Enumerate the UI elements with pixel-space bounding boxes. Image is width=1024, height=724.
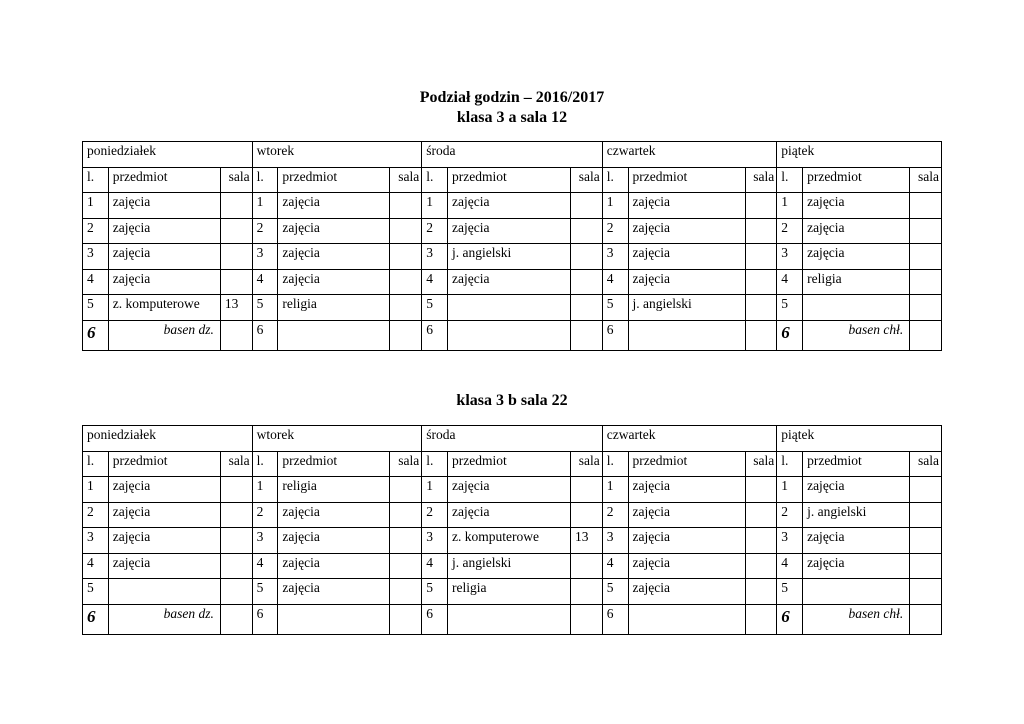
lesson-number: 3 xyxy=(777,244,803,270)
room-cell xyxy=(910,604,942,634)
lesson-number: 6 xyxy=(777,320,803,350)
lesson-number: 3 xyxy=(422,244,448,270)
room-column-header: sala xyxy=(220,167,252,193)
lesson-number: 5 xyxy=(602,295,628,321)
subject-cell xyxy=(628,604,745,634)
subject-cell: zajęcia xyxy=(803,244,910,270)
day-header: poniedziałek xyxy=(83,142,253,168)
room-cell xyxy=(571,218,603,244)
subject-column-header: przedmiot xyxy=(803,167,910,193)
lesson-number: 4 xyxy=(602,553,628,579)
lesson-row xyxy=(83,295,942,321)
room-cell xyxy=(745,218,777,244)
lesson-number: 5 xyxy=(252,579,278,605)
lesson-number: 2 xyxy=(252,502,278,528)
lesson-number: 5 xyxy=(777,295,803,321)
subject-cell: zajęcia xyxy=(448,477,571,503)
lesson-row xyxy=(83,244,942,270)
lesson-row xyxy=(83,193,942,219)
room-cell xyxy=(910,218,942,244)
lesson-number: 6 xyxy=(422,604,448,634)
subject-cell: zajęcia xyxy=(628,193,745,219)
room-column-header: sala xyxy=(910,167,942,193)
lesson-number: 3 xyxy=(422,528,448,554)
lesson-column-header: l. xyxy=(422,167,448,193)
lesson-row xyxy=(83,320,942,350)
day-header: czwartek xyxy=(602,426,777,452)
lesson-row xyxy=(83,604,942,634)
subject-cell: zajęcia xyxy=(108,218,220,244)
room-cell xyxy=(571,244,603,270)
lesson-number: 4 xyxy=(422,269,448,295)
lesson-number: 5 xyxy=(777,579,803,605)
subject-cell: zajęcia xyxy=(108,502,220,528)
lesson-number: 2 xyxy=(777,218,803,244)
day-header: poniedziałek xyxy=(83,426,253,452)
subject-cell: zajęcia xyxy=(628,502,745,528)
room-column-header: sala xyxy=(390,167,422,193)
room-cell xyxy=(745,244,777,270)
lesson-row xyxy=(83,218,942,244)
subject-cell: zajęcia xyxy=(803,218,910,244)
lesson-number: 6 xyxy=(252,320,278,350)
timetable-class-3a xyxy=(82,141,942,351)
lesson-column-header: l. xyxy=(777,451,803,477)
subject-cell: j. angielski xyxy=(803,502,910,528)
lesson-number: 1 xyxy=(83,193,109,219)
subject-cell: religia xyxy=(278,295,390,321)
subject-cell: zajęcia xyxy=(278,579,390,605)
day-header: środa xyxy=(422,426,603,452)
room-cell xyxy=(745,269,777,295)
lesson-number: 2 xyxy=(83,502,109,528)
room-cell xyxy=(571,193,603,219)
timetable-class-3b xyxy=(82,425,942,635)
subject-cell: basen chł. xyxy=(803,320,910,350)
day-header: wtorek xyxy=(252,142,422,168)
room-cell xyxy=(390,579,422,605)
subject-cell: zajęcia xyxy=(803,528,910,554)
lesson-number: 6 xyxy=(83,320,109,350)
room-cell xyxy=(390,604,422,634)
lesson-number: 4 xyxy=(252,269,278,295)
lesson-number: 5 xyxy=(252,295,278,321)
column-header-row xyxy=(83,167,942,193)
room-cell xyxy=(220,477,252,503)
subject-cell: zajęcia xyxy=(108,477,220,503)
lesson-number: 1 xyxy=(602,477,628,503)
lesson-column-header: l. xyxy=(83,451,109,477)
subject-cell: basen dz. xyxy=(108,604,220,634)
lesson-number: 2 xyxy=(602,218,628,244)
day-header-row xyxy=(83,142,942,168)
room-cell xyxy=(390,502,422,528)
room-cell xyxy=(745,193,777,219)
lesson-row xyxy=(83,269,942,295)
lesson-number: 2 xyxy=(602,502,628,528)
subject-cell: zajęcia xyxy=(628,477,745,503)
subject-cell: zajęcia xyxy=(628,244,745,270)
room-cell xyxy=(571,477,603,503)
room-cell xyxy=(390,477,422,503)
room-cell xyxy=(745,604,777,634)
lesson-number: 5 xyxy=(83,579,109,605)
lesson-number: 5 xyxy=(422,579,448,605)
subject-cell: zajęcia xyxy=(108,553,220,579)
lesson-number: 5 xyxy=(602,579,628,605)
subject-cell: zajęcia xyxy=(278,244,390,270)
room-column-header: sala xyxy=(571,451,603,477)
day-header: piątek xyxy=(777,142,942,168)
subject-cell: j. angielski xyxy=(628,295,745,321)
lesson-number: 4 xyxy=(777,269,803,295)
subject-cell: zajęcia xyxy=(628,218,745,244)
room-cell xyxy=(571,579,603,605)
room-cell xyxy=(220,502,252,528)
lesson-number: 3 xyxy=(83,528,109,554)
day-header: piątek xyxy=(777,426,942,452)
subject-cell: zajęcia xyxy=(278,553,390,579)
lesson-number: 2 xyxy=(83,218,109,244)
subject-column-header: przedmiot xyxy=(278,451,390,477)
room-cell xyxy=(571,295,603,321)
subject-cell: zajęcia xyxy=(448,218,571,244)
day-header: środa xyxy=(422,142,603,168)
subject-cell: zajęcia xyxy=(108,269,220,295)
room-cell xyxy=(390,193,422,219)
subject-cell: zajęcia xyxy=(803,193,910,219)
room-column-header: sala xyxy=(745,451,777,477)
lesson-row xyxy=(83,579,942,605)
lesson-number: 6 xyxy=(422,320,448,350)
room-cell xyxy=(571,502,603,528)
room-cell xyxy=(745,553,777,579)
room-cell xyxy=(745,502,777,528)
subject-cell: zajęcia xyxy=(108,193,220,219)
room-cell xyxy=(220,528,252,554)
lesson-number: 3 xyxy=(777,528,803,554)
room-cell xyxy=(390,295,422,321)
subject-cell xyxy=(278,604,390,634)
lesson-column-header: l. xyxy=(422,451,448,477)
lesson-column-header: l. xyxy=(83,167,109,193)
subject-cell: j. angielski xyxy=(448,553,571,579)
room-cell xyxy=(745,295,777,321)
class-a-heading: klasa 3 a sala 12 xyxy=(456,109,568,126)
room-cell xyxy=(910,553,942,579)
room-column-header: sala xyxy=(220,451,252,477)
room-cell xyxy=(220,579,252,605)
day-header-row xyxy=(83,426,942,452)
lesson-number: 3 xyxy=(602,528,628,554)
room-cell: 13 xyxy=(571,528,603,554)
lesson-column-header: l. xyxy=(602,167,628,193)
lesson-number: 2 xyxy=(422,502,448,528)
lesson-number: 4 xyxy=(422,553,448,579)
room-cell xyxy=(910,528,942,554)
subject-cell: religia xyxy=(278,477,390,503)
subject-cell xyxy=(108,579,220,605)
lesson-column-header: l. xyxy=(777,167,803,193)
lesson-number: 1 xyxy=(252,193,278,219)
subject-cell: zajęcia xyxy=(108,244,220,270)
lesson-number: 4 xyxy=(777,553,803,579)
room-cell xyxy=(220,553,252,579)
subject-cell: j. angielski xyxy=(448,244,571,270)
subject-cell xyxy=(628,320,745,350)
lesson-number: 5 xyxy=(83,295,109,321)
room-cell xyxy=(571,604,603,634)
subject-cell: zajęcia xyxy=(278,218,390,244)
subject-cell: basen chł. xyxy=(803,604,910,634)
subject-cell: zajęcia xyxy=(448,193,571,219)
lesson-number: 6 xyxy=(83,604,109,634)
subject-cell: zajęcia xyxy=(278,269,390,295)
subject-cell: zajęcia xyxy=(278,528,390,554)
subject-column-header: przedmiot xyxy=(108,167,220,193)
room-cell xyxy=(910,244,942,270)
room-cell xyxy=(910,193,942,219)
room-cell xyxy=(390,269,422,295)
lesson-row xyxy=(83,528,942,554)
room-cell xyxy=(910,269,942,295)
lesson-number: 4 xyxy=(602,269,628,295)
lesson-number: 4 xyxy=(83,269,109,295)
subject-cell: religia xyxy=(448,579,571,605)
lesson-row xyxy=(83,553,942,579)
room-cell xyxy=(390,218,422,244)
room-cell xyxy=(745,528,777,554)
lesson-number: 1 xyxy=(252,477,278,503)
room-cell xyxy=(390,553,422,579)
room-cell xyxy=(220,269,252,295)
subject-column-header: przedmiot xyxy=(628,167,745,193)
lesson-number: 2 xyxy=(777,502,803,528)
subject-cell: zajęcia xyxy=(108,528,220,554)
lesson-column-header: l. xyxy=(602,451,628,477)
subject-cell: zajęcia xyxy=(803,477,910,503)
room-cell xyxy=(910,477,942,503)
lesson-number: 6 xyxy=(252,604,278,634)
lesson-number: 3 xyxy=(83,244,109,270)
subject-column-header: przedmiot xyxy=(278,167,390,193)
subject-cell: zajęcia xyxy=(628,528,745,554)
room-cell xyxy=(220,218,252,244)
lesson-number: 4 xyxy=(83,553,109,579)
lesson-number: 6 xyxy=(602,604,628,634)
room-cell xyxy=(571,553,603,579)
room-column-header: sala xyxy=(390,451,422,477)
subject-cell: religia xyxy=(803,269,910,295)
subject-column-header: przedmiot xyxy=(448,167,571,193)
subject-cell xyxy=(278,320,390,350)
subject-cell xyxy=(448,604,571,634)
lesson-number: 6 xyxy=(602,320,628,350)
document-title: Podział godzin – 2016/2017 xyxy=(419,89,605,106)
room-cell xyxy=(220,604,252,634)
room-cell xyxy=(745,477,777,503)
day-header: czwartek xyxy=(602,142,777,168)
class-b-heading: klasa 3 b sala 22 xyxy=(456,392,568,409)
column-header-row xyxy=(83,451,942,477)
lesson-number: 1 xyxy=(777,477,803,503)
room-column-header: sala xyxy=(910,451,942,477)
lesson-number: 1 xyxy=(777,193,803,219)
room-column-header: sala xyxy=(745,167,777,193)
subject-cell: z. komputerowe xyxy=(108,295,220,321)
subject-column-header: przedmiot xyxy=(108,451,220,477)
subject-cell: zajęcia xyxy=(803,553,910,579)
room-cell xyxy=(910,320,942,350)
lesson-number: 2 xyxy=(422,218,448,244)
subject-cell: zajęcia xyxy=(448,269,571,295)
room-cell xyxy=(745,320,777,350)
room-cell xyxy=(390,244,422,270)
lesson-number: 1 xyxy=(422,193,448,219)
subject-column-header: przedmiot xyxy=(803,451,910,477)
room-cell xyxy=(220,244,252,270)
subject-cell xyxy=(448,320,571,350)
room-cell xyxy=(220,320,252,350)
subject-cell: zajęcia xyxy=(278,502,390,528)
lesson-number: 1 xyxy=(602,193,628,219)
subject-cell: zajęcia xyxy=(628,269,745,295)
subject-cell: zajęcia xyxy=(278,193,390,219)
subject-column-header: przedmiot xyxy=(448,451,571,477)
subject-cell: basen dz. xyxy=(108,320,220,350)
room-cell xyxy=(571,320,603,350)
lesson-column-header: l. xyxy=(252,167,278,193)
subject-cell xyxy=(803,579,910,605)
room-cell xyxy=(220,193,252,219)
room-cell xyxy=(910,579,942,605)
lesson-row xyxy=(83,502,942,528)
room-cell xyxy=(910,295,942,321)
subject-cell: zajęcia xyxy=(448,502,571,528)
subject-cell xyxy=(803,295,910,321)
room-column-header: sala xyxy=(571,167,603,193)
lesson-number: 1 xyxy=(83,477,109,503)
subject-cell: zajęcia xyxy=(628,553,745,579)
lesson-number: 3 xyxy=(252,244,278,270)
lesson-number: 3 xyxy=(602,244,628,270)
lesson-column-header: l. xyxy=(252,451,278,477)
lesson-number: 2 xyxy=(252,218,278,244)
lesson-row xyxy=(83,477,942,503)
lesson-number: 1 xyxy=(422,477,448,503)
room-cell xyxy=(390,528,422,554)
subject-cell: zajęcia xyxy=(628,579,745,605)
room-cell xyxy=(745,579,777,605)
day-header: wtorek xyxy=(252,426,422,452)
lesson-number: 6 xyxy=(777,604,803,634)
lesson-number: 5 xyxy=(422,295,448,321)
subject-cell: z. komputerowe xyxy=(448,528,571,554)
room-cell xyxy=(390,320,422,350)
lesson-number: 4 xyxy=(252,553,278,579)
subject-cell xyxy=(448,295,571,321)
room-cell: 13 xyxy=(220,295,252,321)
subject-column-header: przedmiot xyxy=(628,451,745,477)
lesson-number: 3 xyxy=(252,528,278,554)
room-cell xyxy=(910,502,942,528)
room-cell xyxy=(571,269,603,295)
